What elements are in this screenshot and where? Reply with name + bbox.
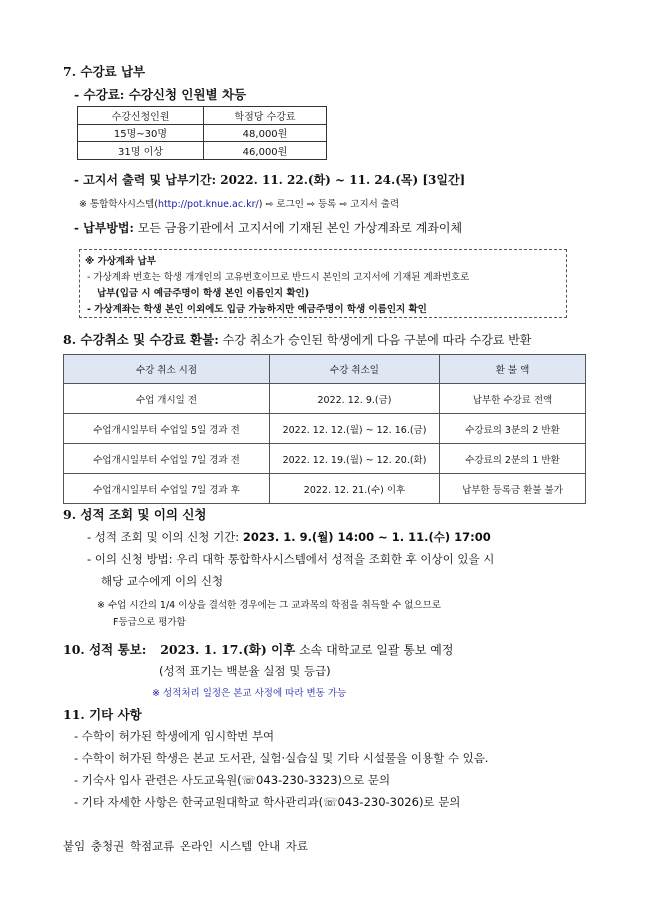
payment-method (74, 219, 462, 236)
misc-item: - 수학이 허가된 학생에게 임시학번 부여 (74, 729, 275, 743)
system-url-link[interactable]: http://pot.knue.ac.kr/ (157, 199, 259, 210)
fee-table (77, 106, 327, 160)
fee-col-header: 학점당 수강료 (204, 107, 327, 125)
refund-cell: 2022. 12. 9.(금) (270, 384, 440, 414)
grade-notice-date: 2023. 1. 17.(화) 이후 (160, 642, 296, 657)
grade-inquiry-period (87, 529, 491, 545)
fee-heading: - 수강료: 수강신청 인원별 차등 (74, 87, 247, 102)
fee-table-row (78, 142, 327, 160)
section-8-title-label: 8. 수강취소 및 수강료 환불: (63, 332, 219, 347)
fee-cell: 31명 이상 (78, 142, 204, 160)
grade-inquiry-period-value: 2023. 1. 9.(월) 14:00 ~ 1. 11.(수) 17:00 (242, 530, 491, 544)
section-10-title (63, 640, 453, 658)
refund-table-row (64, 384, 586, 414)
fee-cell: 15명~30명 (78, 124, 204, 142)
refund-table (63, 354, 586, 504)
payment-method-text: 모든 금융기관에서 고지서에 기재된 본인 가상계좌로 계좌이체 (137, 221, 463, 235)
section-8-title-rest: 수강 취소가 승인된 학생에게 다음 구분에 따라 수강료 반환 (222, 333, 532, 347)
system-path (79, 196, 399, 210)
refund-table-header (64, 355, 586, 384)
misc-item: - 수학이 허가된 학생은 본교 도서관, 실험·실습실 및 기타 시설물을 이용할 수 있음. (74, 751, 489, 765)
payment-method-label: - 납부방법: (74, 221, 134, 235)
refund-col-header: 수강 취소일 (270, 355, 440, 384)
section-8-title (63, 330, 531, 348)
refund-cell: 납부한 수강료 전액 (440, 384, 586, 414)
system-path-suffix: ) ⇨ 로그인 ⇨ 등록 ⇨ 고지서 출력 (258, 199, 400, 210)
refund-cell: 수업 개시일 전 (64, 384, 270, 414)
fee-table-row (78, 124, 327, 142)
refund-table-row (64, 414, 586, 444)
refund-cell: 수업개시일부터 수업일 5일 경과 전 (64, 414, 270, 444)
attachment-line: 붙임 충청권 학점교류 온라인 시스템 안내 자료 (63, 839, 309, 853)
fee-col-header: 수강신청인원 (78, 107, 204, 125)
misc-item: - 기숙사 입사 관련은 사도교육원(☏043-230-3323)으로 문의 (74, 773, 391, 787)
refund-table-row (64, 474, 586, 504)
virtual-account-note-line: - 가상계좌는 학생 본인 이외에도 입금 가능하지만 예금주명이 학생 이름인지 확인 (87, 304, 427, 315)
refund-cell: 2022. 12. 12.(월) ~ 12. 16.(금) (270, 414, 440, 444)
misc-item: - 기타 자세한 사항은 한국교원대학교 학사관리과(☏043-230-3026)로 문의 (74, 795, 461, 809)
refund-cell: 2022. 12. 21.(수) 이후 (270, 474, 440, 504)
grade-notice-rest: 소속 대학교로 일괄 통보 예정 (299, 643, 454, 657)
absence-note: ※ 수업 시간의 1/4 이상을 결석한 경우에는 그 교과목의 학점을 취득할 수 없으므로 (97, 600, 441, 611)
virtual-account-note-line: - 가상계좌 번호는 학생 개개인의 고유번호이므로 반드시 본인의 고지서에 기재된 계좌번호로 (87, 272, 470, 283)
virtual-account-note-title: ※ 가상계좌 납부 (85, 256, 156, 267)
refund-col-header: 수강 취소 시점 (64, 355, 270, 384)
fee-table-header (78, 107, 327, 125)
section-10-title-label: 10. 성적 통보: (63, 642, 147, 657)
refund-cell: 2022. 12. 19.(월) ~ 12. 20.(화) (270, 444, 440, 474)
grade-inquiry-period-label: - 성적 조회 및 이의 신청 기간: (87, 530, 240, 544)
grade-notation: (성적 표기는 백분율 실점 및 등급) (159, 664, 331, 678)
refund-cell: 수업개시일부터 수업일 7일 경과 후 (64, 474, 270, 504)
fee-cell: 48,000원 (204, 124, 327, 142)
section-11-title: 11. 기타 사항 (63, 707, 142, 722)
refund-cell: 수강료의 2분의 1 반환 (440, 444, 586, 474)
grade-schedule-note: ※ 성적처리 일정은 본교 사정에 따라 변동 가능 (152, 688, 347, 699)
refund-cell: 수업개시일부터 수업일 7일 경과 전 (64, 444, 270, 474)
refund-cell: 납부한 등록금 환불 불가 (440, 474, 586, 504)
grade-appeal-method-cont: 해당 교수에게 이의 신청 (101, 574, 224, 588)
section-9-title: 9. 성적 조회 및 이의 신청 (63, 507, 207, 522)
refund-table-row (64, 444, 586, 474)
refund-col-header: 환 불 액 (440, 355, 586, 384)
fee-cell: 46,000원 (204, 142, 327, 160)
refund-cell: 수강료의 3분의 2 반환 (440, 414, 586, 444)
grade-appeal-method: - 이의 신청 방법: 우리 대학 통합학사시스템에서 성적을 조회한 후 이상이 있을 시 (87, 552, 495, 566)
virtual-account-note-line: 납부(입금 시 예금주명이 학생 본인 이름인지 확인) (97, 288, 310, 299)
system-path-prefix: ※ 통합학사시스템( (79, 199, 158, 210)
absence-note-cont: F등급으로 평가함 (113, 617, 186, 628)
payment-period: - 고지서 출력 및 납부기간: 2022. 11. 22.(화) ~ 11. 24.(목) [3일간] (74, 173, 466, 187)
section-7-title: 7. 수강료 납부 (63, 64, 146, 79)
